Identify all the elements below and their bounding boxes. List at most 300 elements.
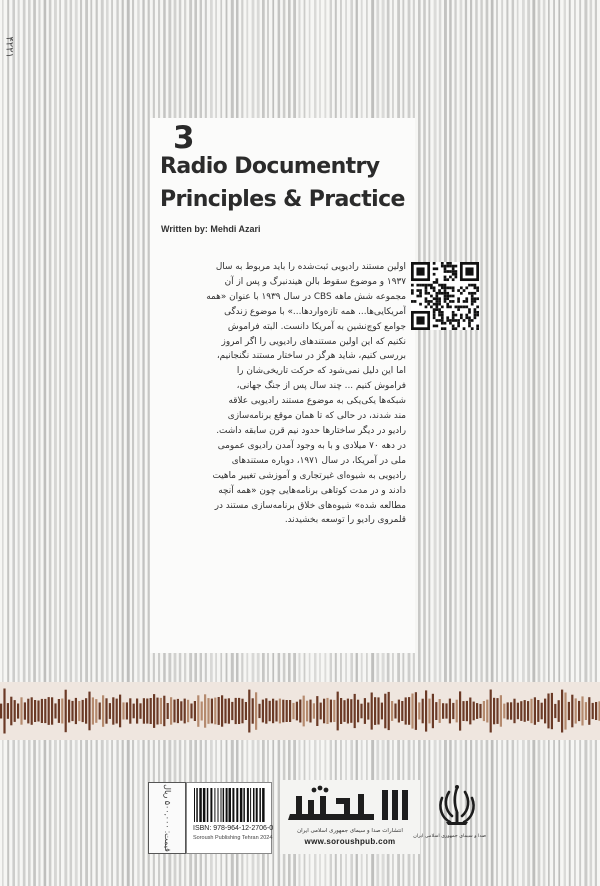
wave-bar (299, 700, 301, 723)
wave-bar (99, 703, 101, 720)
stripe (116, 0, 118, 886)
qr-module (446, 270, 449, 273)
wave-bar (292, 703, 294, 719)
wave-bar (398, 700, 400, 723)
qr-module (468, 325, 471, 328)
wave-bar (479, 704, 481, 718)
barcode-bar (247, 788, 249, 822)
qr-module (446, 262, 449, 265)
qr-module (457, 319, 460, 322)
qr-module (471, 297, 474, 300)
stripe (59, 0, 61, 886)
qr-finder-center (465, 267, 473, 275)
wave-bar (71, 701, 73, 721)
wave-bar (405, 697, 407, 724)
stripe (454, 0, 456, 886)
qr-module (425, 289, 428, 292)
qr-module (465, 300, 468, 303)
blurb-line: فراموش کنیم ... چند سال پس از جنگ جهانی، (236, 381, 406, 392)
wave-bar (139, 703, 141, 719)
wave-bar (92, 697, 94, 724)
stripe (418, 0, 421, 886)
qr-module (419, 295, 422, 298)
wave-bar (371, 693, 373, 730)
qr-module (455, 306, 458, 309)
wave-bar (180, 701, 182, 720)
wave-bar (119, 695, 121, 728)
qr-module (455, 314, 458, 317)
wave-bar (592, 703, 594, 719)
stripe (522, 0, 525, 886)
wave-bar (75, 698, 77, 724)
qr-module (444, 300, 447, 303)
qr-module (468, 319, 471, 322)
wave-bar (428, 699, 430, 724)
wave-bar (357, 700, 359, 723)
stripe (532, 0, 535, 886)
qr-module (433, 267, 436, 270)
qr-module (435, 267, 438, 270)
qr-module (465, 306, 468, 309)
qr-module (446, 316, 449, 319)
blurb-line: شبکه‌ها یکی‌یکی به موضوع مستند رادیویی علاقه (228, 396, 406, 407)
qr-module (435, 281, 438, 284)
wave-bar (126, 702, 128, 719)
wave-bar (439, 699, 441, 723)
stripe (506, 0, 508, 886)
qr-module (435, 292, 438, 295)
wave-bar (588, 697, 590, 725)
wave-bar (269, 701, 271, 721)
qr-module (476, 325, 479, 328)
qr-module (465, 297, 468, 300)
stripe (12, 0, 15, 886)
wave-bar (177, 699, 179, 723)
qr-module (444, 278, 447, 281)
qr-module (425, 292, 428, 295)
wave-bar (568, 702, 570, 720)
qr-module (457, 300, 460, 303)
qr-module (457, 289, 460, 292)
qr-module (441, 262, 444, 265)
wave-bar (547, 694, 549, 729)
wave-bar (78, 701, 80, 721)
stripe (444, 0, 447, 886)
barcode-bar (236, 788, 238, 822)
wave-bar (333, 700, 335, 722)
qr-module (455, 270, 458, 273)
qr-module (444, 265, 447, 268)
wave-bar (194, 701, 196, 721)
qr-module (452, 311, 455, 314)
wave-bar (483, 701, 485, 721)
qr-module (468, 316, 471, 319)
qr-module (455, 265, 458, 268)
barcode-bar (221, 788, 222, 822)
qr-module (444, 284, 447, 287)
qr-module (419, 284, 422, 287)
qr-module (433, 281, 436, 284)
wave-bar (449, 699, 451, 724)
qr-module (441, 314, 444, 317)
barcode-bar (232, 788, 234, 822)
wave-bar (473, 702, 475, 721)
barcode-bar (250, 788, 251, 822)
imprint-text: Soroush Publishing Tehran 2024 (193, 835, 273, 841)
qr-module (438, 297, 441, 300)
blurb-line: مند شدند، در حالی که تا همان موقع برنامه‌سازی (227, 411, 406, 422)
qr-module (435, 308, 438, 311)
stripe (85, 0, 88, 886)
wave-bar (218, 697, 220, 725)
wave-bar (309, 700, 311, 723)
barcode-bar (253, 788, 255, 822)
stripe (428, 0, 430, 886)
stripe (590, 0, 593, 886)
qr-module (476, 286, 479, 289)
qr-module (433, 286, 436, 289)
qr-module (441, 292, 444, 295)
stripe (2, 0, 4, 886)
stripe (527, 0, 530, 886)
stripe (517, 0, 519, 886)
qr-module (441, 322, 444, 325)
wave-bar (65, 690, 67, 733)
series-number: 3 (173, 120, 195, 156)
qr-module (444, 322, 447, 325)
wave-bar (88, 692, 90, 731)
stripe (106, 0, 109, 886)
wave-bar (95, 699, 97, 723)
qr-module (435, 303, 438, 306)
wave-bar (401, 701, 403, 721)
qr-module (435, 300, 438, 303)
wave-bar (323, 699, 325, 724)
qr-module (471, 303, 474, 306)
wave-bar (116, 699, 118, 724)
wave-bar (258, 704, 260, 718)
stripe (569, 0, 571, 886)
qr-module (446, 303, 449, 306)
qr-module (446, 295, 449, 298)
wave-bar (340, 698, 342, 724)
publisher-logo-block (280, 780, 420, 854)
wave-bar (360, 704, 362, 719)
qr-module (463, 327, 466, 330)
wave-bar (384, 694, 386, 729)
wave-bar (82, 700, 84, 722)
wave-bar (415, 692, 417, 730)
wave-bar (153, 694, 155, 728)
qr-module (452, 327, 455, 330)
stripe (512, 0, 514, 886)
wave-bar (337, 692, 339, 731)
qr-module (452, 295, 455, 298)
barcode-bar (223, 788, 225, 822)
wave-bar (466, 701, 468, 721)
wave-bar (408, 697, 410, 725)
stripe (111, 0, 113, 886)
qr-module (449, 270, 452, 273)
qr-module (430, 295, 433, 298)
qr-module (457, 297, 460, 300)
wave-bar (306, 701, 308, 722)
qr-module (446, 319, 449, 322)
wave-bar (31, 697, 33, 725)
stripe (80, 0, 82, 886)
qr-module (441, 306, 444, 309)
qr-module (449, 322, 452, 325)
qr-module (468, 284, 471, 287)
qr-module (468, 292, 471, 295)
stripe (70, 0, 73, 886)
qr-module (425, 286, 428, 289)
qr-module (465, 286, 468, 289)
blurb-line: ۱۹۳۷ و موضوع سقوط بالن هیندنبرگ و پس از آن (224, 276, 406, 287)
qr-module (425, 297, 428, 300)
wave-bar (133, 704, 135, 719)
stripe (101, 0, 104, 886)
qr-module (446, 278, 449, 281)
stripe (434, 0, 437, 886)
wave-bar (34, 700, 36, 722)
qr-module (474, 300, 477, 303)
qr-finder-center (416, 316, 424, 324)
qr-module (435, 306, 438, 309)
wave-bar (377, 697, 379, 724)
barcode-bar (226, 788, 228, 822)
qr-module (438, 319, 441, 322)
qr-module (463, 300, 466, 303)
wave-bar (320, 703, 322, 720)
barcode-bar (207, 788, 209, 822)
qr-module (435, 319, 438, 322)
wave-bar (150, 698, 152, 724)
qr-module (452, 300, 455, 303)
barcode-icon (193, 788, 265, 822)
wave-bar (112, 697, 114, 724)
stripe (38, 0, 40, 886)
qr-module (471, 284, 474, 287)
publisher-name: انتشارات صدا و سیمای جمهوری اسلامی ایران (297, 828, 403, 834)
qr-module (460, 316, 463, 319)
blurb-line: بررسی کنیم، شاید هرگز در ساختار مستند نگنجانیم، (216, 351, 406, 362)
qr-module (438, 303, 441, 306)
qr-module (438, 284, 441, 287)
stripe (496, 0, 498, 886)
qr-module (449, 265, 452, 268)
qr-module (471, 295, 474, 298)
wave-bar (255, 692, 257, 730)
qr-module (476, 327, 479, 330)
qr-module (465, 316, 468, 319)
stripe (49, 0, 52, 886)
wave-bar (37, 701, 39, 722)
wave-bar (289, 700, 291, 722)
blurb-line: مطالعه شده» شیوه‌های خلاق برنامه‌سازی مستند در (214, 500, 406, 511)
qr-module (449, 276, 452, 279)
qr-module (446, 297, 449, 300)
stripe (44, 0, 47, 886)
qr-module (433, 297, 436, 300)
wave-bar (14, 700, 16, 722)
wave-bar (367, 703, 369, 720)
wave-bar (207, 698, 209, 724)
qr-module (468, 311, 471, 314)
qr-module (460, 292, 463, 295)
stripe (18, 0, 20, 886)
stripe (543, 0, 546, 886)
wave-bar (214, 698, 216, 725)
wave-bar (109, 703, 111, 719)
wave-bar (143, 698, 145, 724)
wave-bar (313, 703, 315, 718)
stripe (449, 0, 452, 886)
qr-module (446, 292, 449, 295)
wave-bar (136, 699, 138, 724)
book-title (160, 150, 420, 216)
wave-bar (85, 698, 87, 724)
qr-module (433, 325, 436, 328)
wave-bar (394, 704, 396, 719)
qr-module (476, 297, 479, 300)
qr-code-icon (411, 262, 479, 330)
qr-module (444, 286, 447, 289)
qr-module (419, 292, 422, 295)
wave-bar (432, 694, 434, 728)
qr-module (414, 300, 417, 303)
qr-module (433, 308, 436, 311)
qr-module (427, 303, 430, 306)
qr-module (419, 289, 422, 292)
wave-bar (167, 703, 169, 719)
qr-module (441, 311, 444, 314)
stripe (7, 0, 9, 886)
wave-bar (510, 702, 512, 719)
wave-bar (58, 699, 60, 723)
barcode-bar (259, 788, 261, 822)
qr-module (416, 295, 419, 298)
qr-module (452, 265, 455, 268)
wave-bar (51, 697, 53, 724)
wave-bar (537, 700, 539, 722)
barcode-bar (196, 788, 198, 822)
soroush-logo-icon (284, 784, 416, 826)
qr-module (444, 276, 447, 279)
qr-module (463, 306, 466, 309)
wave-bar (184, 699, 186, 724)
qr-module (430, 284, 433, 287)
wave-bar (374, 697, 376, 725)
wave-bar (238, 698, 240, 724)
stripe (538, 0, 541, 886)
wave-bar (564, 693, 566, 730)
qr-module (446, 306, 449, 309)
qr-module (457, 322, 460, 325)
wave-bar (41, 699, 43, 723)
qr-module (433, 303, 436, 306)
qr-module (441, 286, 444, 289)
isbn-barcode-block (186, 782, 272, 854)
wave-bar (17, 704, 19, 719)
qr-module (468, 322, 471, 325)
wave-bar (265, 698, 267, 723)
qr-module (452, 278, 455, 281)
qr-module (416, 289, 419, 292)
qr-module (455, 276, 458, 279)
stripe (548, 0, 550, 886)
emblem-caption: صدا و سیمای جمهوری اسلامی ایران (413, 834, 486, 839)
wave-bar (503, 704, 505, 719)
qr-module (474, 311, 477, 314)
qr-module (476, 314, 479, 317)
blurb-line: در دهه ۷۰ میلادی و با به وجود آمدن رادیوی عمومی (217, 440, 406, 451)
qr-module (463, 319, 466, 322)
wave-bar (544, 699, 546, 724)
spine-code: ۴۲۲۱ (3, 36, 15, 58)
stripe (579, 0, 581, 886)
wave-bar (0, 704, 2, 719)
wave-bar (211, 699, 213, 724)
barcode-bar (229, 788, 232, 822)
qr-module (441, 284, 444, 287)
qr-module (416, 284, 419, 287)
wave-bar (275, 701, 277, 722)
stripe (28, 0, 31, 886)
wave-bar (272, 699, 274, 724)
barcode-bar (194, 788, 195, 822)
wave-bar (228, 698, 230, 723)
qr-module (411, 289, 414, 292)
wave-bar (262, 700, 264, 723)
stripe (465, 0, 467, 886)
qr-module (476, 311, 479, 314)
qr-module (444, 289, 447, 292)
qr-module (433, 316, 436, 319)
wave-bar (520, 701, 522, 721)
qr-module (455, 327, 458, 330)
wave-bar (364, 698, 366, 724)
stripe (90, 0, 92, 886)
qr-module (449, 319, 452, 322)
stripe (23, 0, 26, 886)
blurb-line: قلمروی رادیو را توسعه بخشیدند. (284, 515, 406, 526)
qr-module (474, 292, 477, 295)
wave-bar (571, 695, 573, 728)
wave-bar (558, 700, 560, 722)
wave-bar (156, 698, 158, 725)
wave-bar (224, 699, 226, 724)
wave-bar (286, 700, 288, 722)
qr-module (441, 327, 444, 330)
qr-module (441, 319, 444, 322)
barcode-bar (199, 788, 202, 822)
qr-module (460, 314, 463, 317)
wave-bar (534, 697, 536, 725)
wave-bar (3, 689, 5, 734)
wave-bar (129, 698, 131, 723)
wave-bar (190, 704, 192, 719)
stripe (553, 0, 555, 886)
wave-bar (411, 694, 413, 729)
blurb-line: دادند و در مدت کوتاهی برنامه‌هایی چون «همه آنچه (218, 485, 406, 496)
stripe (595, 0, 597, 886)
soundwave-band (0, 682, 600, 740)
wave-bar (122, 702, 124, 719)
isbn-text: ISBN: 978-964-12-2706-0 (193, 825, 274, 832)
qr-module (449, 295, 452, 298)
stripe (491, 0, 494, 886)
